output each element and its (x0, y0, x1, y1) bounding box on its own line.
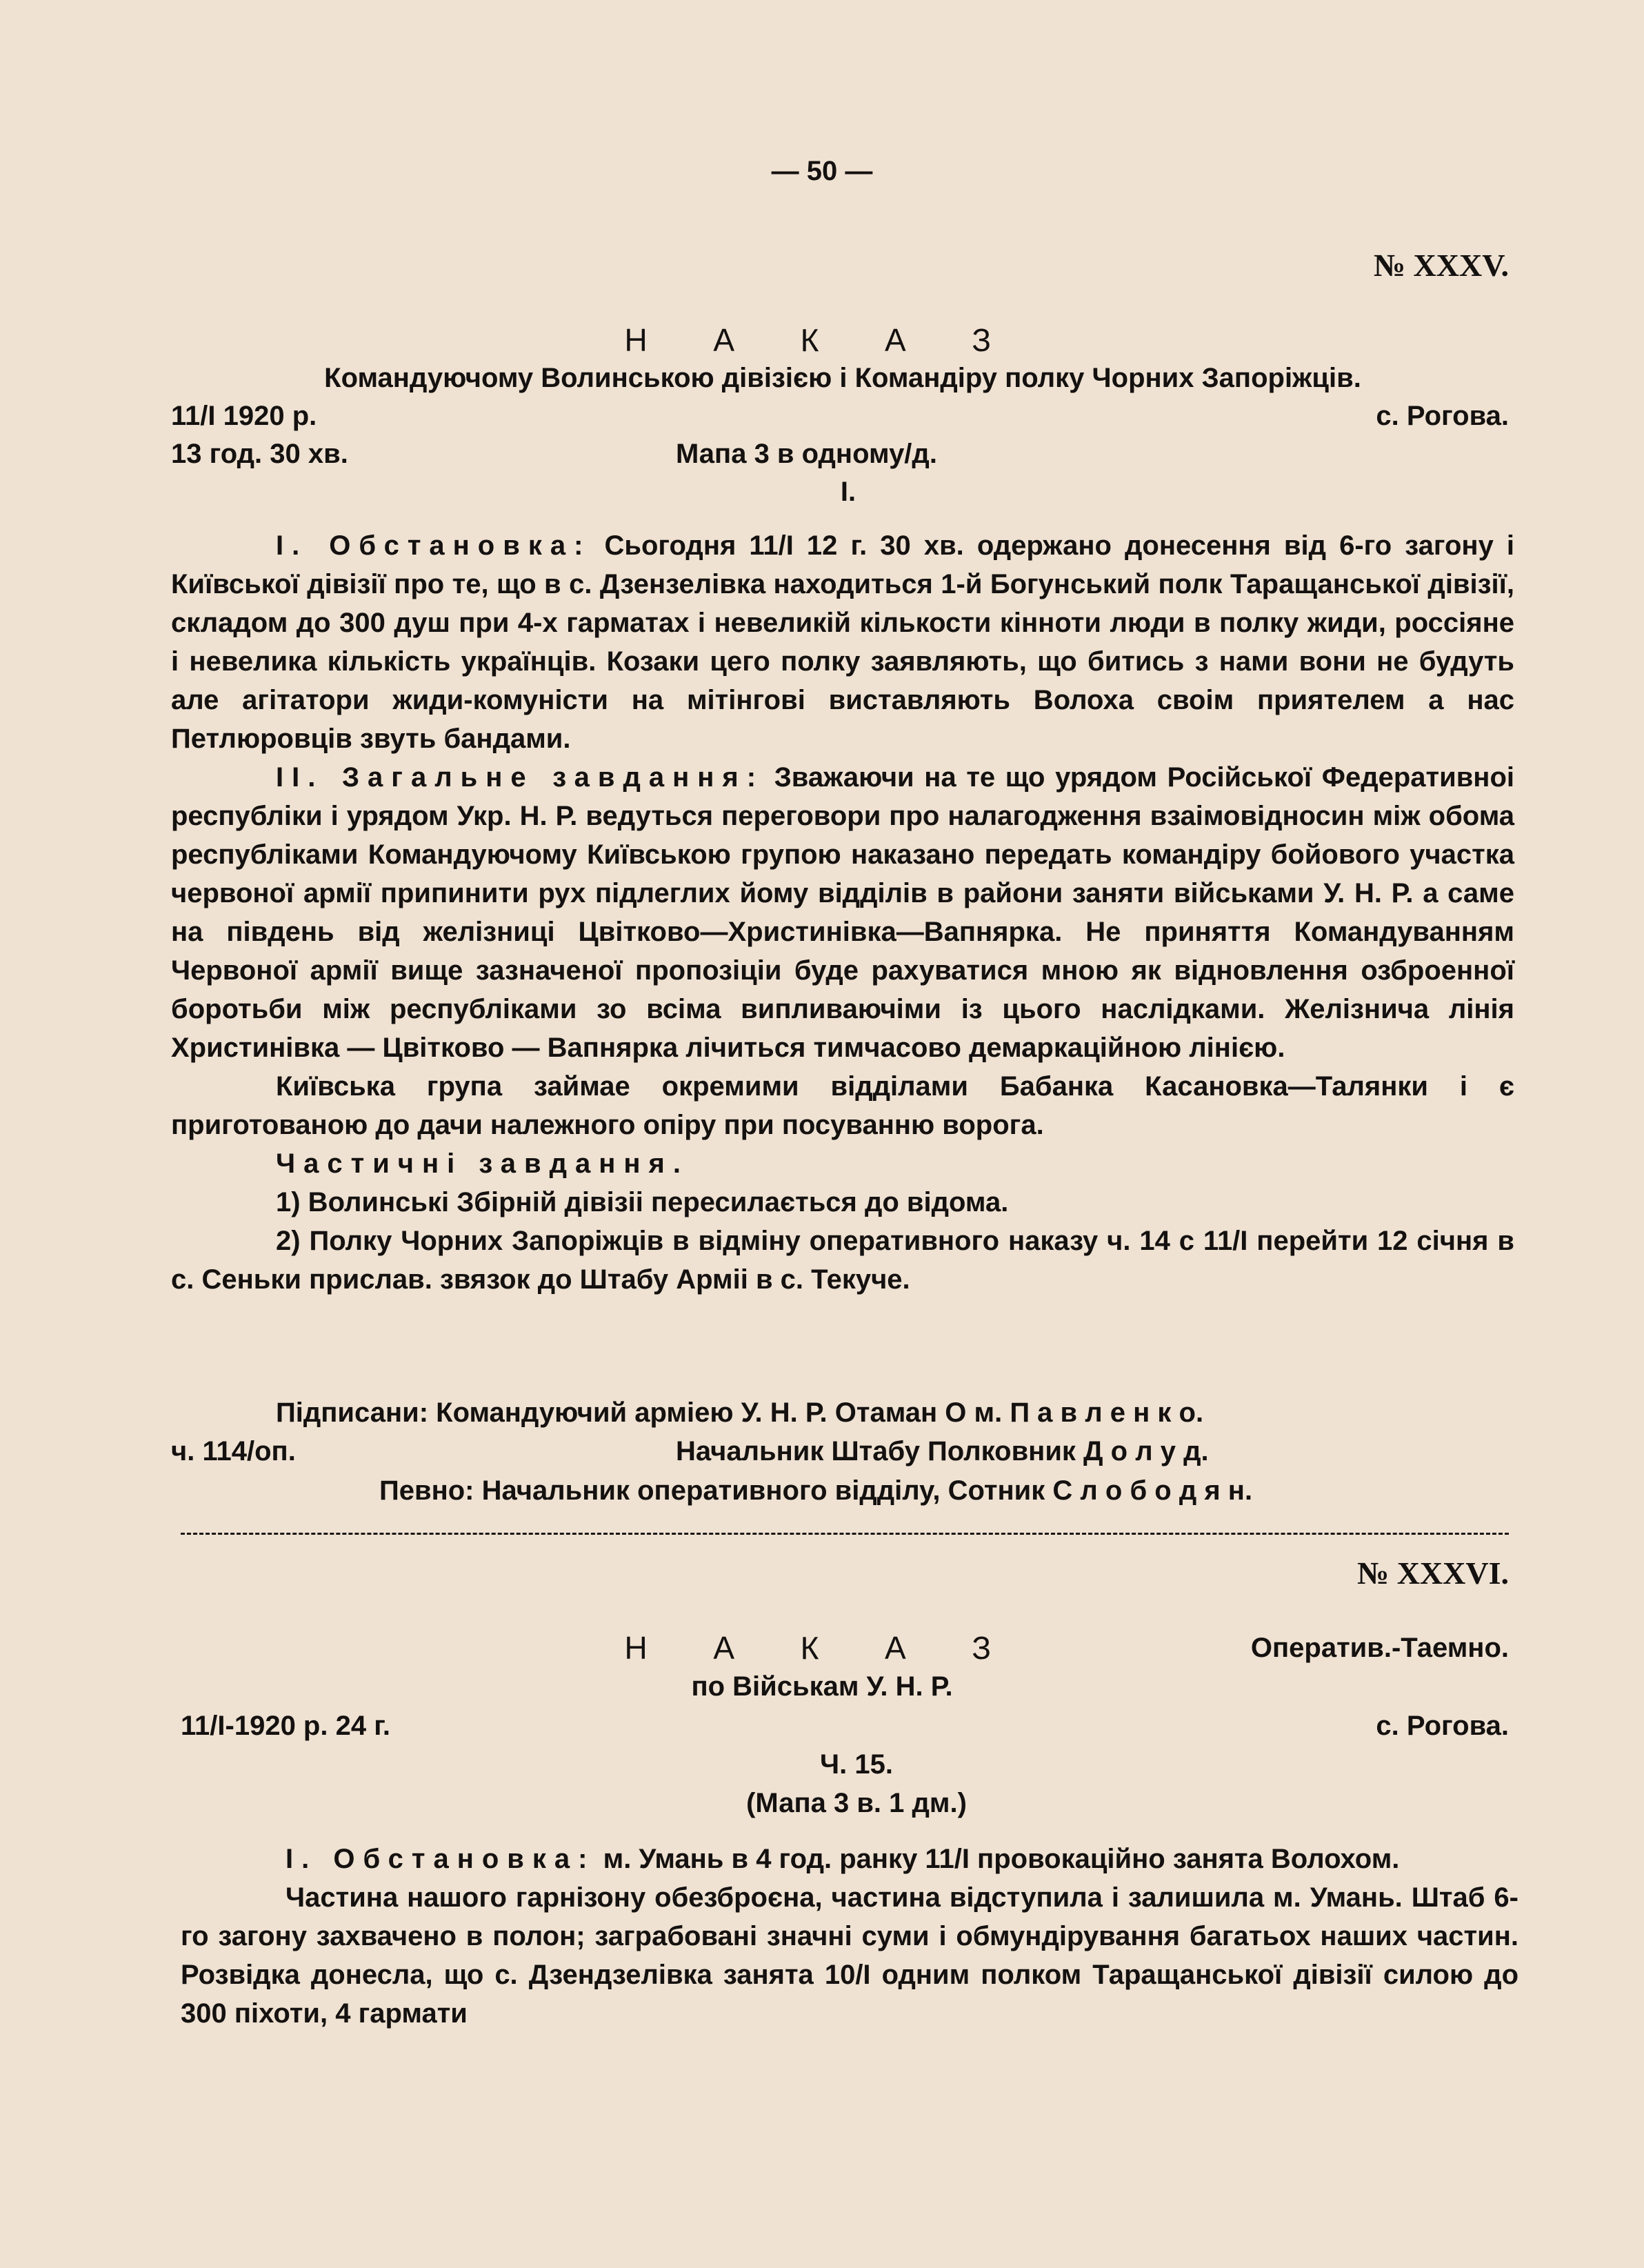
partial-tasks-heading: Частичні завдання. (276, 1148, 689, 1179)
order-map-reference: Мапа 3 в одному/д. (676, 439, 937, 469)
document-number: № XXXVI. (1356, 1555, 1509, 1591)
task-item-1: 1) Волинські Збірній дівізіі пересилається до відома. (276, 1187, 1009, 1217)
order-number: Ч. 15. (820, 1749, 893, 1780)
order-addressee: Командуючому Волинською дівізією і Командіру полку Чорних Запоріжців. (324, 363, 1361, 393)
section-mark: I. (840, 477, 856, 507)
paragraph-situation: I. Обстановка: м. Умань в 4 год. ранку 11/І провокаційно занята Волохом. (285, 1844, 1400, 1874)
signature-commander: Підписани: Командуючий арміею У. Н. Р. Отаман О м. П а в л е н к о. (276, 1397, 1204, 1428)
order-title: Н А К А З (624, 1630, 1020, 1666)
signature-chief-of-staff: Начальник Штабу Полковник Д о л у д. (676, 1436, 1209, 1466)
order-body (171, 526, 1514, 1299)
order-title: Н А К А З (624, 322, 1020, 358)
order-body (181, 1840, 1518, 2033)
certification-line: Певно: Начальник оперативного відділу, Сотник С л о б о д я н. (379, 1475, 1253, 1506)
order-registry-number: ч. 114/оп. (171, 1436, 296, 1466)
order-map-reference: (Мапа 3 в. 1 дм.) (746, 1788, 967, 1818)
paragraph-kyiv-group: Київська група займае окремими відділами Бабанка Касановка—Талянки і є приготованою до дачи належного опіру при посуванню ворога. (171, 1071, 1514, 1140)
paragraph-situation: I. Обстановка: Сьогодня 11/І 12 г. 30 хв. одержано донесення від 6-го загону і Київської дівізії про те, що в с. Дзензелівка находиться 1-й Богунський полк Таращанської дівізії, складом до 300 душ при 4-х гарматах і невеликій кількости кінноти люди в полку жиди, россіяне і невелика кількість українців. Козаки цего полку заявляють, що битись з нами вони не будуть але агітатори жиди-комуністи на мітінгові виставляють Волоха своім приятелем а нас Петлюровців звуть бандами. (171, 530, 1514, 754)
paragraph-garrison: Частина нашого гарнізону обезброєна, частина відступила і залишила м. Умань. Штаб 6-го загону захвачено в полон; заграбовані значні суми і обмундірування багатьох наших частин. Розвідка донесла, що с. Дзендзелівка занята 10/І одним полком Таращанської дівізії силою до 300 піхоти, 4 гармати (181, 1882, 1518, 2029)
order-date: 11/І-1920 р. 24 г. (181, 1711, 390, 1741)
task-item-2: 2) Полку Чорних Запоріжців в відміну оперативного наказу ч. 14 с 11/І перейти 12 січня в с. Сеньки прислав. звязок до Штабу Арміі в с. Текуче. (171, 1226, 1514, 1295)
order-place: с. Рогова. (1376, 401, 1509, 431)
order-addressee: по Військам У. Н. Р. (691, 1671, 953, 1702)
order-time: 13 год. 30 хв. (171, 439, 348, 469)
paragraph-general-task: II. Загальне завдання: Зважаючи на те що урядом Російської Федеративноі республіки і урядом Укр. Н. Р. ведуться переговори про налагодження взаімовідносин між обома республіками Командуючому Київською групою наказано передать командіру бойового участка червоної армії припинити рух підлеглих йому відділів в райони заняти військами У. Н. Р. а саме на південь від желізниці Цвітково—Христинівка—Вапнярка. Не приняття Командуванням Червоної армії вище зазначеної пропозіціи буде рахуватися мною як відновлення озброенної боротьби між республіками зо всіма випливаючіми із цього наслідками. Желізнича лінія Христинівка — Цвітково — Вапнярка лічиться тимчасово демаркаційною лінією. (171, 762, 1514, 1063)
order-date: 11/І 1920 р. (171, 401, 317, 431)
section-divider (181, 1533, 1509, 1535)
classification-label: Оператив.-Таемно. (1250, 1633, 1509, 1663)
document-number: № XXXV. (1373, 248, 1509, 283)
order-place: с. Рогова. (1376, 1711, 1509, 1741)
page-number: — 50 — (771, 156, 873, 186)
